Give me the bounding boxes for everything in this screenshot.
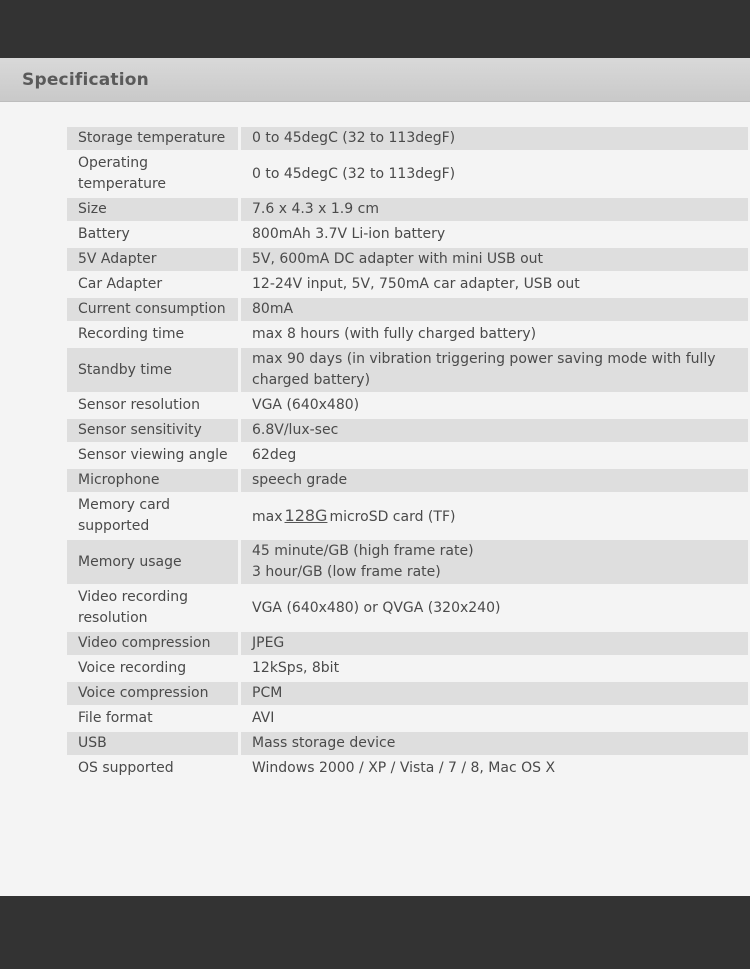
row-label: Recording time <box>67 323 241 346</box>
row-label: Storage temperature <box>67 127 241 150</box>
table-row <box>67 152 748 196</box>
row-label: Size <box>67 198 241 221</box>
row-value: 5V, 600mA DC adapter with mini USB out <box>241 248 748 271</box>
table-row <box>67 469 748 492</box>
row-value: Mass storage device <box>241 732 748 755</box>
table-row <box>67 248 748 271</box>
table-row <box>67 419 748 442</box>
capacity-link[interactable]: 128G <box>284 505 328 525</box>
row-value: max 90 days (in vibration triggering power saving mode with fully charged battery) <box>241 348 748 392</box>
row-value: AVI <box>241 707 748 730</box>
top-dark-bar <box>0 0 750 58</box>
bottom-dark-bar <box>0 896 750 969</box>
table-row <box>67 444 748 467</box>
table-row <box>67 223 748 246</box>
row-label: Current consumption <box>67 298 241 321</box>
row-label: Sensor viewing angle <box>67 444 241 467</box>
row-value: 0 to 45degC (32 to 113degF) <box>241 152 748 196</box>
table-row <box>67 586 748 630</box>
row-value: max 8 hours (with fully charged battery) <box>241 323 748 346</box>
row-label: Standby time <box>67 348 241 392</box>
table-row <box>67 657 748 680</box>
table-row <box>67 394 748 417</box>
row-value: VGA (640x480) <box>241 394 748 417</box>
table-row <box>67 540 748 584</box>
section-title: Specification <box>22 69 149 90</box>
row-label: OS supported <box>67 757 241 780</box>
row-label: Sensor sensitivity <box>67 419 241 442</box>
row-value: 6.8V/lux-sec <box>241 419 748 442</box>
row-label: Voice recording <box>67 657 241 680</box>
row-value: 12kSps, 8bit <box>241 657 748 680</box>
row-value: 800mAh 3.7V Li-ion battery <box>241 223 748 246</box>
table-row <box>67 682 748 705</box>
table-row <box>67 127 748 150</box>
row-label: Memory card supported <box>67 494 241 538</box>
row-value <box>241 540 748 584</box>
row-value: Windows 2000 / XP / Vista / 7 / 8, Mac OS X <box>241 757 748 780</box>
row-label: 5V Adapter <box>67 248 241 271</box>
row-value: 80mA <box>241 298 748 321</box>
value-suffix: microSD card (TF) <box>329 508 456 525</box>
specification-panel <box>0 58 750 896</box>
row-value: 12-24V input, 5V, 750mA car adapter, USB out <box>241 273 748 296</box>
row-value: 62deg <box>241 444 748 467</box>
row-label: Video recording resolution <box>67 586 241 630</box>
table-row <box>67 632 748 655</box>
row-label: Battery <box>67 223 241 246</box>
table-row <box>67 732 748 755</box>
row-value: VGA (640x480) or QVGA (320x240) <box>241 586 748 630</box>
row-value: 7.6 x 4.3 x 1.9 cm <box>241 198 748 221</box>
row-value <box>241 494 748 538</box>
table-row <box>67 707 748 730</box>
row-value: PCM <box>241 682 748 705</box>
row-value: 0 to 45degC (32 to 113degF) <box>241 127 748 150</box>
row-label: Memory usage <box>67 540 241 584</box>
table-row <box>67 348 748 392</box>
table-row <box>67 494 748 538</box>
row-label: Video compression <box>67 632 241 655</box>
value-line-2: 3 hour/GB (low frame rate) <box>252 564 441 580</box>
section-header <box>0 58 750 102</box>
row-value: JPEG <box>241 632 748 655</box>
table-row <box>67 757 748 780</box>
row-value: speech grade <box>241 469 748 492</box>
row-label: Voice compression <box>67 682 241 705</box>
table-row <box>67 198 748 221</box>
value-line-1: 45 minute/GB (high frame rate) <box>252 543 474 559</box>
row-label: Microphone <box>67 469 241 492</box>
row-label: Operating temperature <box>67 152 241 196</box>
value-prefix: max <box>252 508 283 525</box>
spec-table <box>67 125 748 782</box>
row-label: Sensor resolution <box>67 394 241 417</box>
row-label: USB <box>67 732 241 755</box>
table-row <box>67 273 748 296</box>
row-label: File format <box>67 707 241 730</box>
row-label: Car Adapter <box>67 273 241 296</box>
table-row <box>67 323 748 346</box>
table-row <box>67 298 748 321</box>
